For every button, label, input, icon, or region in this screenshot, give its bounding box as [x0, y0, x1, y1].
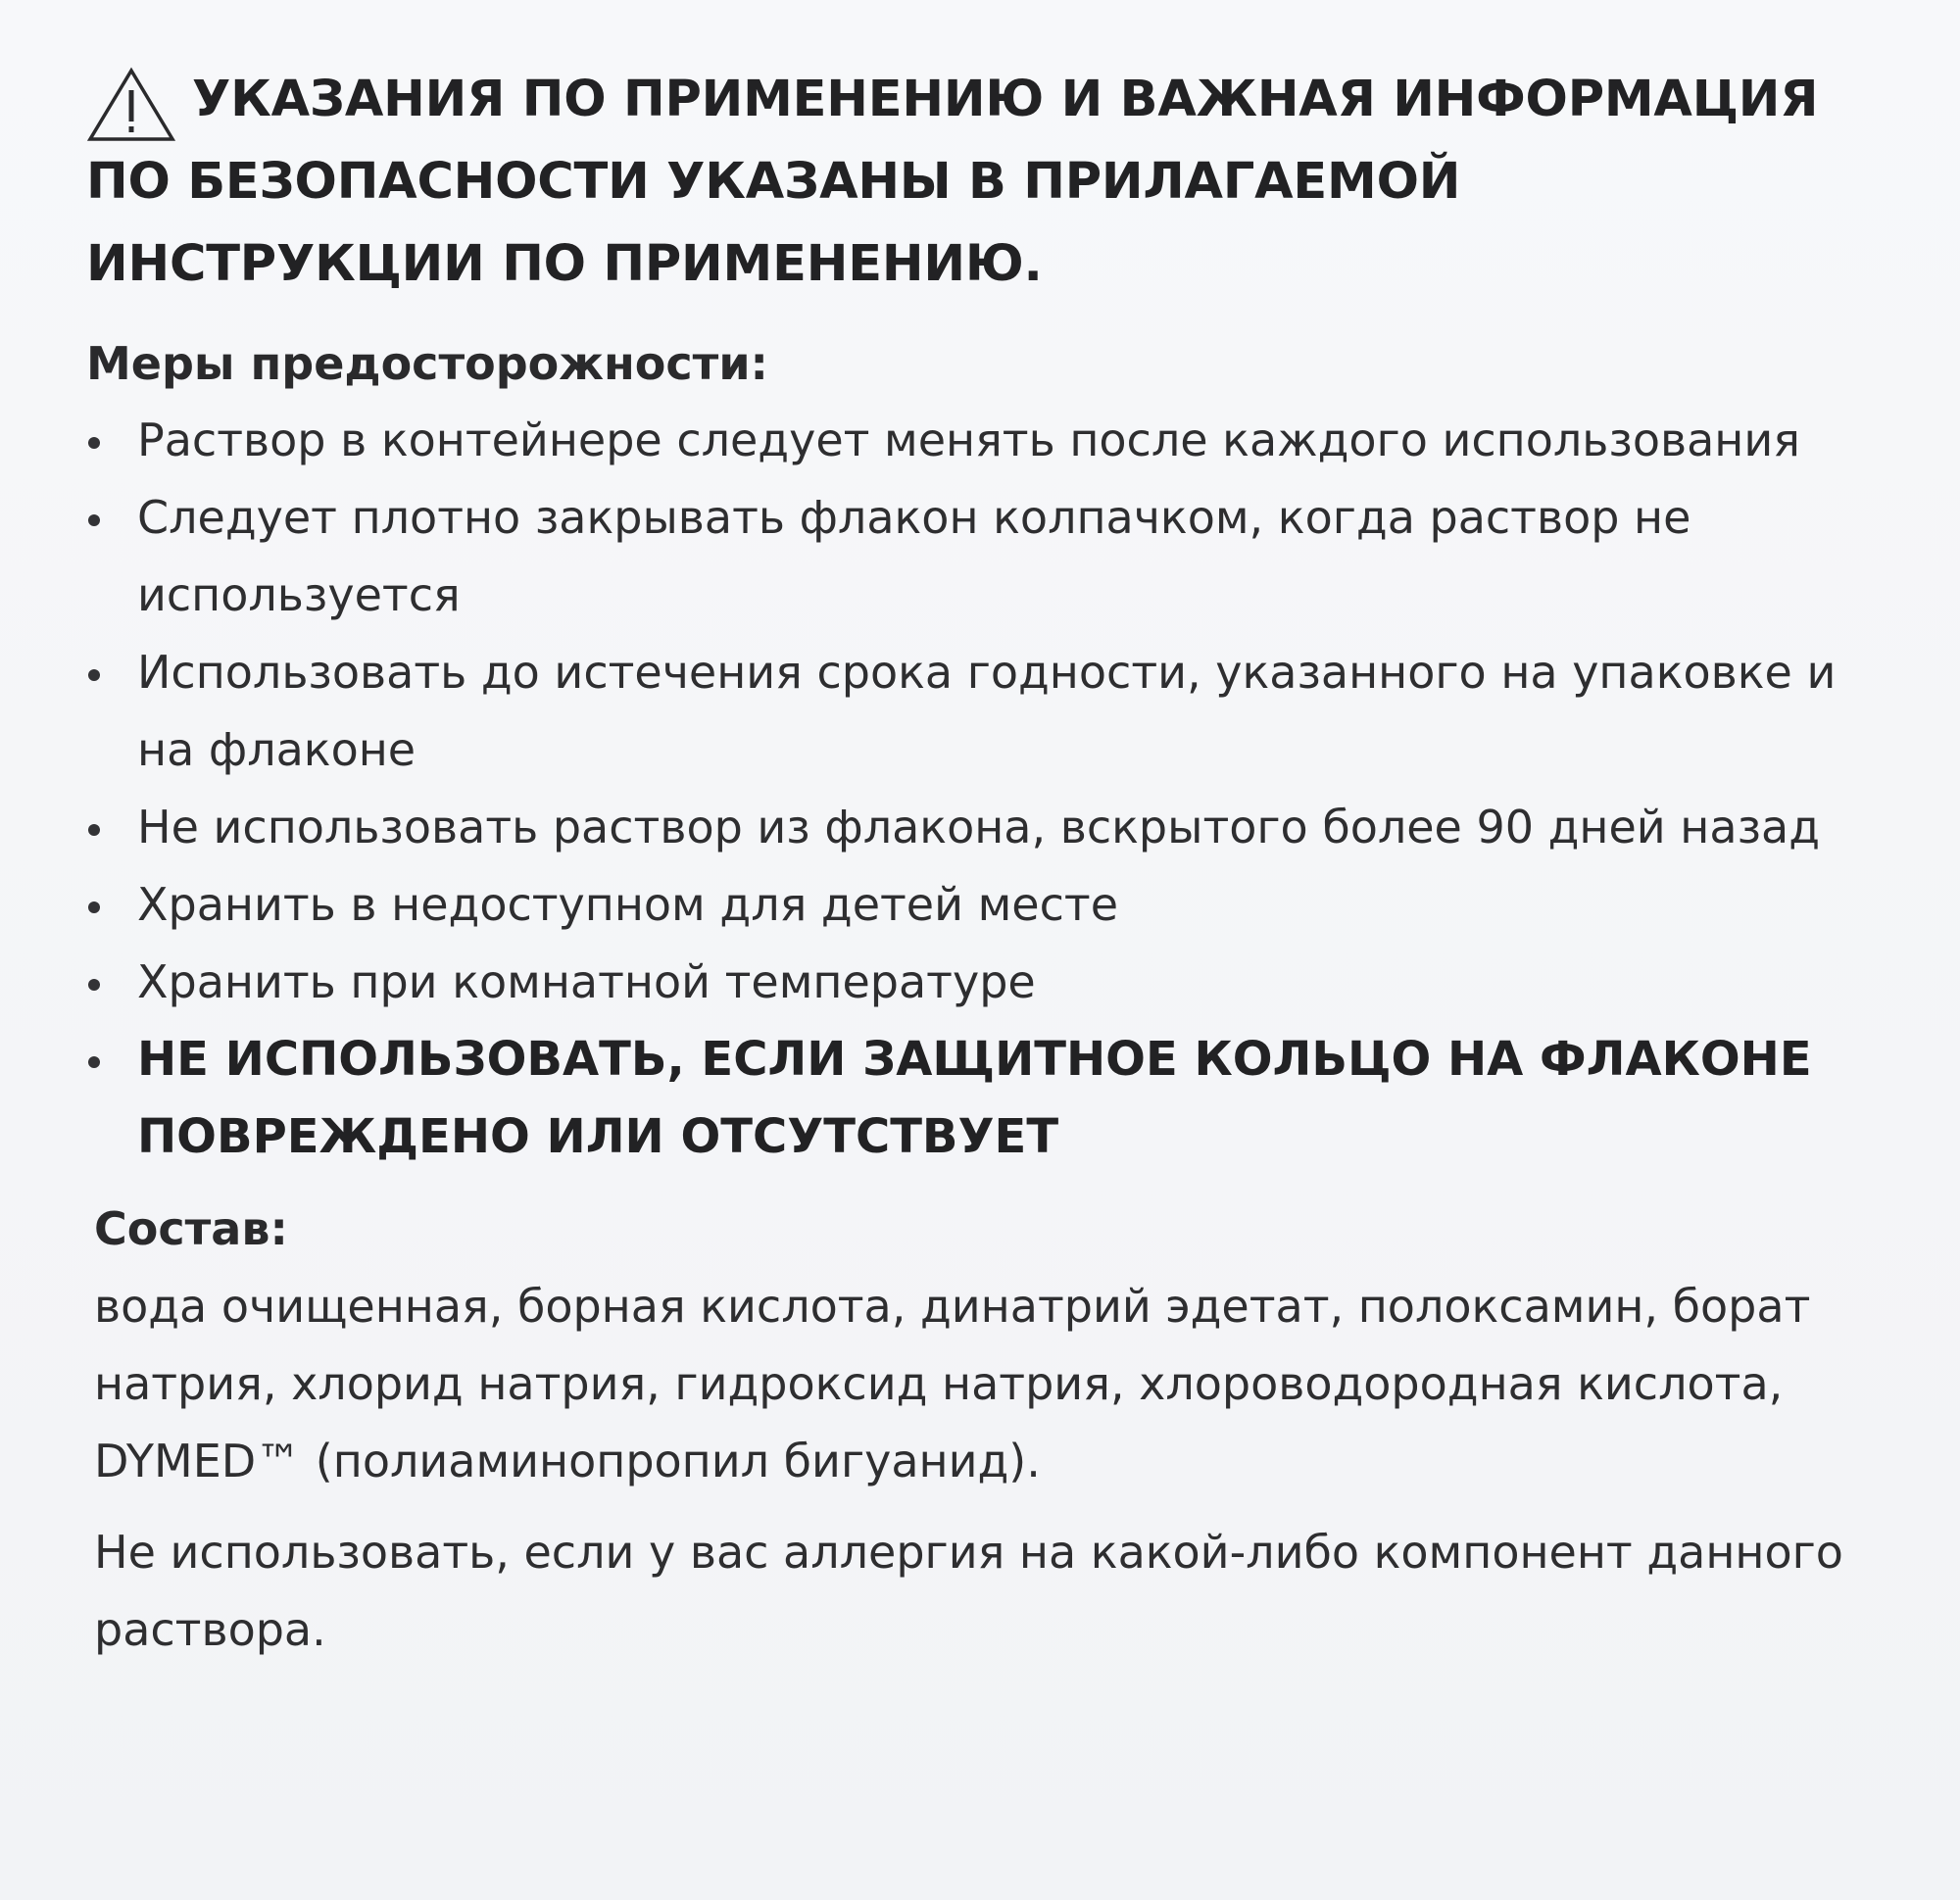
list-item-text: Не использовать раствор из флакона, вскрытого более 90 дней назад	[137, 801, 1821, 853]
list-item-text: НЕ ИСПОЛЬЗОВАТЬ, ЕСЛИ ЗАЩИТНОЕ КОЛЬЦО НА ФЛАКОНЕ ПОВРЕЖДЕНО ИЛИ ОТСУТСТВУЕТ	[137, 1032, 1812, 1164]
warning-triangle-icon	[86, 67, 176, 143]
bullet-icon	[88, 514, 100, 526]
bullet-icon	[88, 979, 100, 991]
list-item	[86, 789, 1901, 866]
list-item	[86, 479, 1901, 634]
list-item-text: Хранить при комнатной температуре	[137, 955, 1036, 1008]
warning-line-1: УКАЗАНИЯ ПО ПРИМЕНЕНИЮ И ВАЖНАЯ ИНФОРМАЦИЯ	[192, 71, 1819, 128]
precautions-list	[86, 402, 1901, 1176]
precautions-heading: Меры предосторожности:	[86, 337, 768, 390]
list-item	[86, 944, 1901, 1021]
warning-line-2: ПО БЕЗОПАСНОСТИ УКАЗАНЫ В ПРИЛАГАЕМОЙ	[86, 153, 1461, 211]
bullet-icon	[88, 824, 100, 836]
list-item-text: Использовать до истечения срока годности, указанного на упаковке и на флаконе	[137, 646, 1837, 776]
list-item-text: Раствор в контейнере следует менять после каждого использования	[137, 414, 1800, 466]
list-item	[86, 634, 1901, 789]
list-item	[86, 866, 1901, 944]
warning-block	[86, 59, 1901, 306]
bullet-icon	[88, 1056, 100, 1068]
composition-text: вода очищенная, борная кислота, динатрий эдетат, полоксамин, борат натрия, хлорид натрия, гидроксид натрия, хлороводородная кислота, DYMED™ (полиаминопропил бигуанид).	[94, 1280, 1811, 1487]
warning-line-3: ИНСТРУКЦИИ ПО ПРИМЕНЕНИЮ.	[86, 235, 1043, 293]
list-item-warning	[86, 1021, 1901, 1176]
list-item	[86, 402, 1901, 479]
list-item-text: Следует плотно закрывать флакон колпачком, когда раствор не используется	[137, 491, 1691, 621]
allergy-note: Не использовать, если у вас аллергия на какой-либо компонент данного раствора.	[94, 1526, 1843, 1656]
bullet-icon	[88, 669, 100, 681]
composition-heading: Состав:	[94, 1202, 288, 1255]
bullet-icon	[88, 901, 100, 913]
bullet-icon	[88, 437, 100, 449]
list-item-text: Хранить в недоступном для детей месте	[137, 878, 1118, 931]
